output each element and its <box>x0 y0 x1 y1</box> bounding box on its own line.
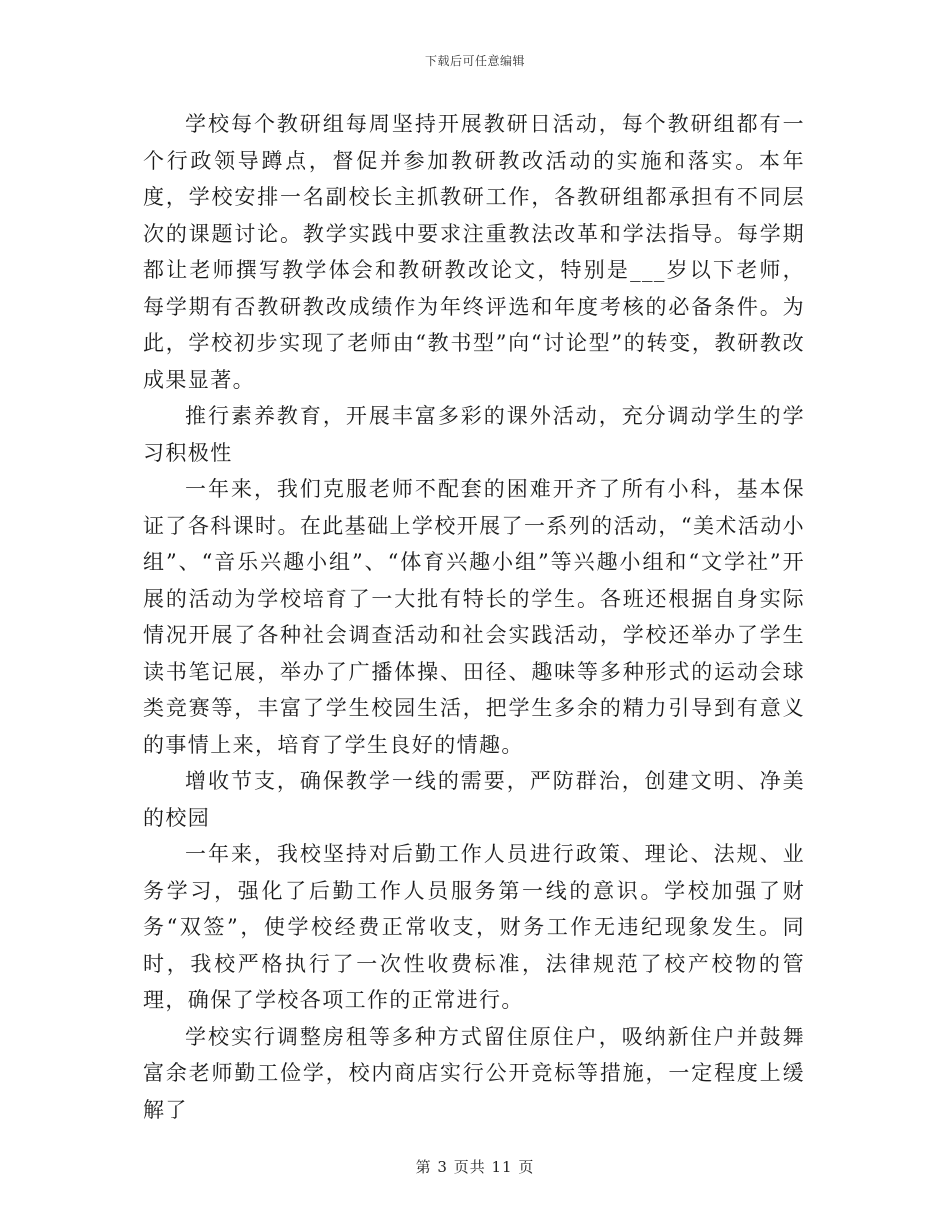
section-heading-campus-logistics: 增收节支，确保教学一线的需要，严防群治，创建文明、净美的校园 <box>143 769 805 830</box>
page-header-note: 下载后可任意编辑 <box>424 54 525 68</box>
document-body <box>143 106 805 1128</box>
paragraph-teaching-research: 学校每个教研组每周坚持开展教研日活动，每个教研组都有一个行政领导蹲点，督促并参加教研教改活动的实施和落实。本年度，学校安排一名副校长主抓教研工作，各教研组都承担有不同层次的课题讨论。教学实践中要求注重教法改革和学法指导。每学期都让老师撰写教学体会和教研教改论文，特别是___岁以下老师，每学期有否教研教改成绩作为年终评选和年度考核的必备条件。为此，学校初步实现了老师由“教书型”向“讨论型”的转变，教研教改成果显著。 <box>143 112 805 392</box>
page-number-footer: 第 3 页共 11 页 <box>415 1158 535 1176</box>
paragraph-logistics-finance: 一年来，我校坚持对后勤工作人员进行政策、理论、法规、业务学习，强化了后勤工作人员服务第一线的意识。学校加强了财务“双签”，使学校经费正常收支，财务工作无违纪现象发生。同时，我校严格执行了一次性收费标准，法律规范了校产校物的管理，确保了学校各项工作的正常进行。 <box>143 842 805 1012</box>
paragraph-extracurricular-activities: 一年来，我们克服老师不配套的困难开齐了所有小科，基本保证了各科课时。在此基础上学校开展了一系列的活动，“美术活动小组”、“音乐兴趣小组”、“体育兴趣小组”等兴趣小组和“文学社”开展的活动为学校培育了一大批有特长的学生。各班还根据自身实际情况开展了各种社会调查活动和社会实践活动，学校还举办了学生读书笔记展，举办了广播体操、田径、趣味等多种形式的运动会球类竞赛等，丰富了学生校园生活，把学生多余的精力引导到有意义的事情上来，培育了学生良好的情趣。 <box>143 477 805 757</box>
section-heading-quality-education: 推行素养教育，开展丰富多彩的课外活动，充分调动学生的学习积极性 <box>143 404 805 465</box>
paragraph-housing-store: 学校实行调整房租等多种方式留住原住户，吸纳新住户并鼓舞富余老师勤工俭学，校内商店实行公开竞标等措施，一定程度上缓解了 <box>143 1024 805 1122</box>
